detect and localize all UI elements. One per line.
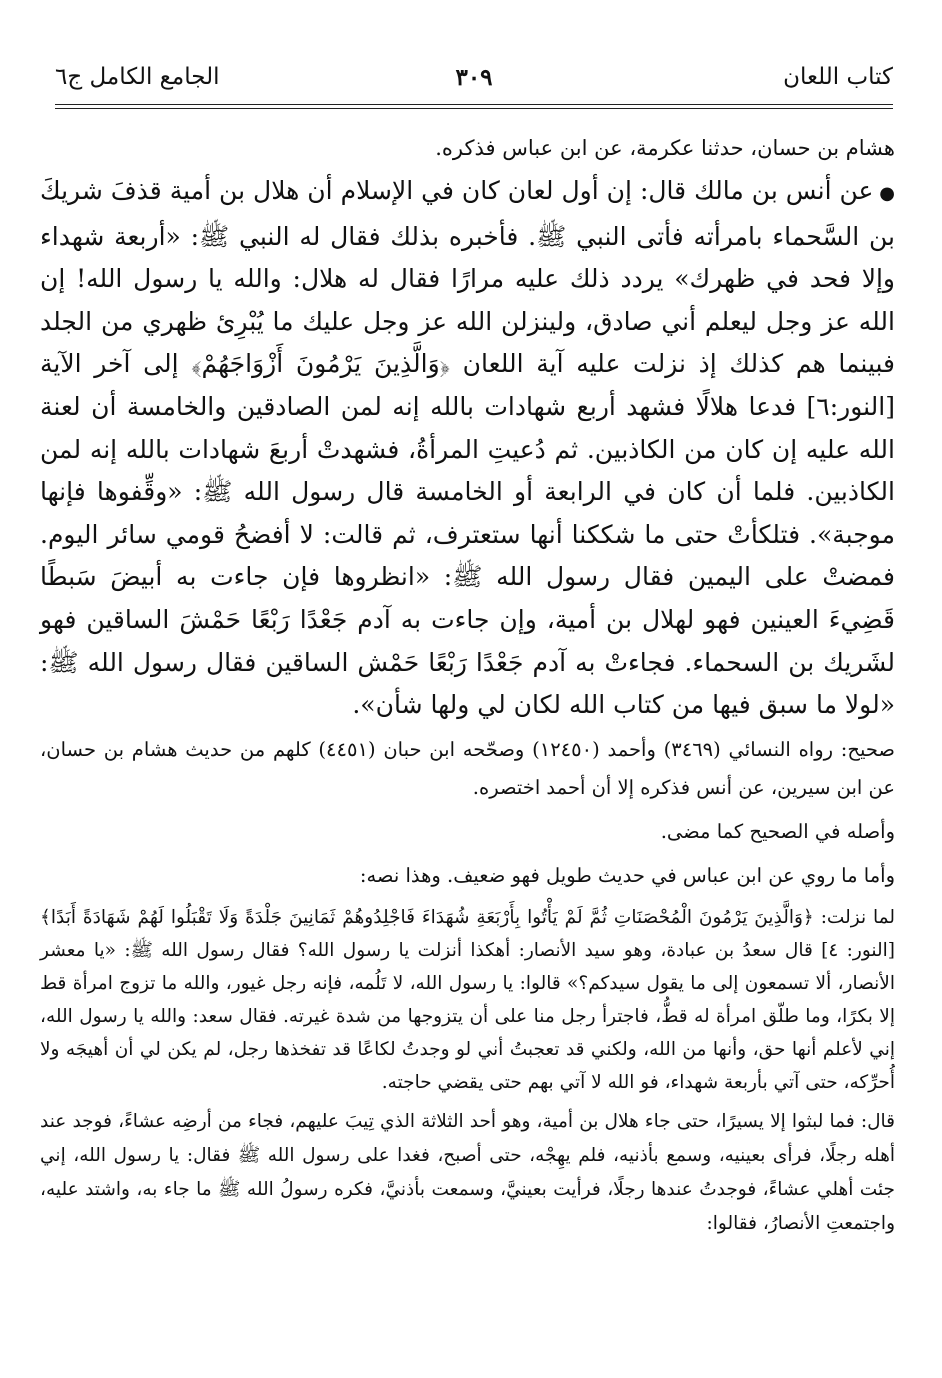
paragraph-amma: وأما ما روي عن ابن عباس في حديث طويل فهو ضعيف. وهذا نصه: (359, 863, 895, 887)
header-rule (55, 104, 893, 105)
paragraph-qala: قال: فما لبثوا إلا يسيرًا، حتى جاء هلال بن أمية، وهو أحد الثلاثة الذي تِيبَ عليهم، فجاء من أرضِه عشاءً، فوجد عند أهله رجلًا، فرأى بعينيه، وسمع بأذنيه، فلم يهِجْه، حتى أصبح، فغدا على رسول الله ﷺ فقال: يا رسول الله، إني جئت أهلي عشاءً، فوجدتُ عندها رجلًا، فرأيت بعينيَّ، وسمعت بأذنيَّ، فكره رسولُ الله ﷺ ما جاء به، واشتد عليه، واجتمعتِ الأنصارُ، فقالوا: (40, 1110, 895, 1234)
paragraph-lamma: لما نزلت: ﴿وَالَّذِينَ يَرْمُونَ الْمُحْصَنَاتِ ثُمَّ لَمْ يَأْتُوا بِأَرْبَعَةِ شُهَدَاءَ فَاجْلِدُوهُمْ ثَمَانِينَ جَلْدَةً وَلَا تَقْبَلُوا لَهُمْ شَهَادَةً أَبَدًا﴾ [النور: ٤] قال سعدُ بن عبادة، وهو سيد الأنصار: أهكذا أنزلت يا رسول الله؟ فقال رسول الله ﷺ: «يا معشر الأنصار، ألا تسمعون إلى ما يقول سيدكم؟» قالوا: يا رسول الله، لا تَلُمه، فإنه رجل غيور، والله ما تزوج امرأة قط إلا بكرًا، وما طلّق امرأة له قطُّ، فاجترأ رجل منا على أن يتزوجها من شدة غيرته. فقال سعد: والله يا رسول الله، إني لأعلم أنها حق، وأنها من الله، ولكني قد تعجبتُ أني لو وجدتُ لكاعًا قد تفخذها رجل، لم يكن لي أن أهيجَه ولا أُحرِّكه، حتى آتي بأربعة شهداء، فو الله لا آتي بهم حتى يقضي حاجته. (40, 906, 895, 1093)
paragraph-takhrij: صحيح: رواه النسائي (٣٤٦٩) وأحمد (١٢٤٥٠) وصحّحه ابن حبان (٤٤٥١) كلهم من حديث هشام بن حسان، عن ابن سيرين، عن أنس فذكره إلا أن أحمد اختصره. (40, 737, 895, 799)
page-body (40, 132, 895, 1241)
paragraph-intro: هشام بن حسان، حدثنا عكرمة، عن ابن عباس فذكره. (435, 136, 895, 160)
paragraph-asl: وأصله في الصحيح كما مضى. (660, 819, 895, 843)
header-rule-secondary (55, 108, 893, 109)
chapter-title: كتاب اللعان (783, 64, 893, 90)
paragraph-hadith: ● عن أنس بن مالك قال: إن أول لعان كان في الإسلام أن هلال بن أمية قذفَ شريكَ بن السَّحماء بامرأته فأتى النبي ﷺ. فأخبره بذلك فقال له النبي ﷺ: «أربعة شهداء وإلا فحد في ظهرك» يردد ذلك عليه مرارًا فقال له هلال: والله يا رسول الله! إن الله عز وجل ليعلم أني صادق، ولينزلن الله عز وجل عليك ما يُبْرِئ ظهري من الجلد فبينما هم كذلك إذ نزلت عليه آية اللعان ﴿وَالَّذِينَ يَرْمُونَ أَزْوَاجَهُمْ﴾ إلى آخر الآية [النور:٦] فدعا هلالًا فشهد أربع شهادات بالله إنه لمن الصادقين والخامسة أن لعنة الله عليه إن كان من الكاذبين. ثم دُعيتِ المرأةُ، فشهدتْ أربعَ شهادات بالله إنه لمن الكاذبين. فلما أن كان في الرابعة أو الخامسة قال رسول الله ﷺ: «وقِّفوها فإنها موجبة». فتلكأتْ حتى ما شككنا أنها ستعترف، ثم قالت: لا أفضحُ قومي سائر اليوم. فمضتْ على اليمين فقال رسول الله ﷺ: «انظروها فإن جاءت به أبيضَ سَبطًا قَضِيءَ العينين فهو لهلال بن أمية، وإن جاءت به آدم جَعْدًا رَبْعًا حَمْشَ الساقين فهو لشَريك بن السحماء. فجاءتْ به آدم جَعْدًا رَبْعًا حَمْش الساقين فقال رسول الله ﷺ: «لولا ما سبق فيها من كتاب الله لكان لي ولها شأن». (40, 170, 895, 727)
page-number: ٣٠٩ (455, 64, 493, 91)
page-header (55, 58, 893, 108)
book-title: الجامع الكامل ج٦ (55, 64, 220, 90)
